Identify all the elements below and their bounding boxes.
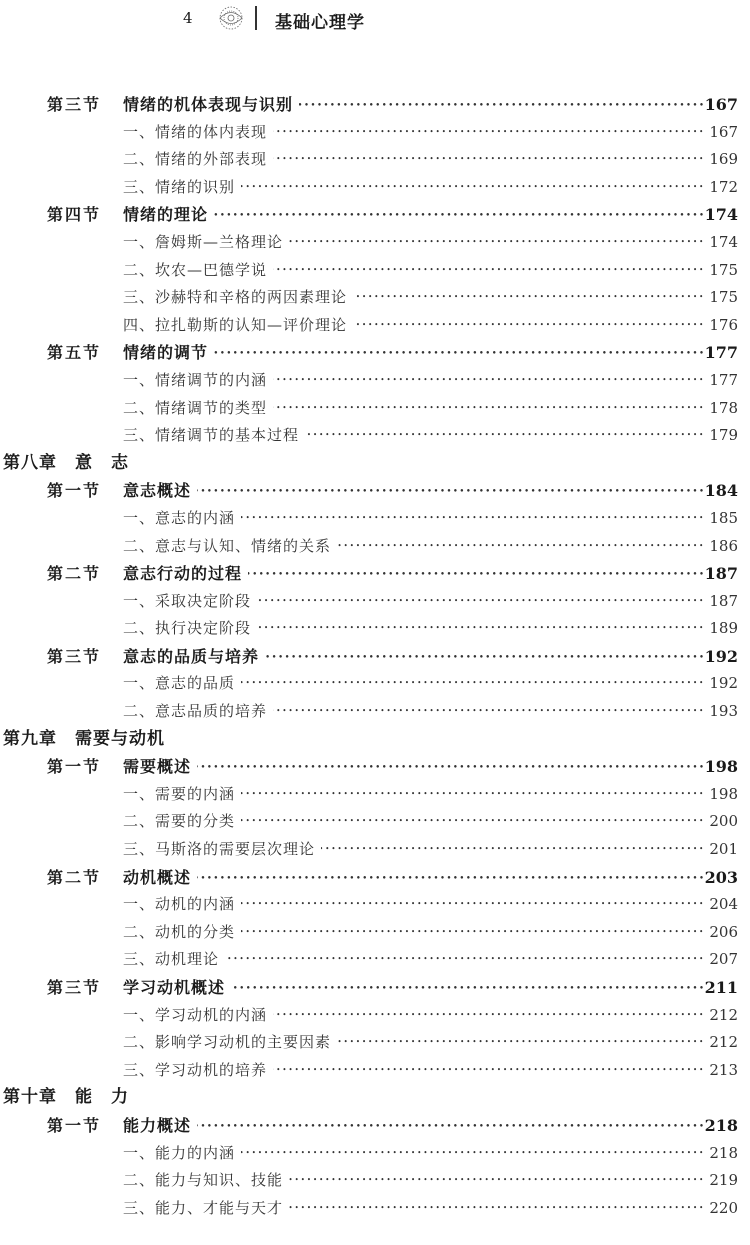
entry-title <box>123 312 703 340</box>
section-label: 第一节 <box>47 481 102 501</box>
table-of-contents <box>0 91 750 1222</box>
page-ref: 192 <box>709 674 738 693</box>
ornament-logo-icon <box>216 3 246 33</box>
page-ref: 193 <box>709 702 738 721</box>
entry-title <box>123 588 703 616</box>
section-label: 第三节 <box>47 978 102 997</box>
entry-title <box>123 257 703 285</box>
toc-item[interactable] <box>0 615 750 643</box>
toc-item[interactable] <box>0 395 750 423</box>
entry-title-text: 第九章 需要与动机 <box>3 729 171 749</box>
entry-title-text: 一、需要的内涵 <box>123 785 241 803</box>
entry-title <box>123 505 703 533</box>
toc-section[interactable] <box>0 477 750 505</box>
page-ref: 192 <box>704 646 738 666</box>
toc-item[interactable] <box>0 946 750 974</box>
section-label: 第三节 <box>47 646 102 666</box>
entry-title <box>123 891 703 919</box>
page-ref: 187 <box>704 564 738 584</box>
toc-chapter[interactable] <box>0 726 750 754</box>
entry-title <box>123 1140 703 1168</box>
page-ref: 218 <box>709 1143 738 1162</box>
section-label: 第二节 <box>47 867 102 887</box>
page-ref: 179 <box>709 426 738 445</box>
toc-chapter[interactable] <box>0 450 750 478</box>
entry-title-text: 意志概述 <box>123 481 197 500</box>
page-ref: 218 <box>704 1115 738 1135</box>
entry-title <box>123 836 703 864</box>
page-ref: 203 <box>704 867 738 887</box>
section-label: 第一节 <box>47 1115 102 1135</box>
toc-item[interactable] <box>0 891 750 919</box>
toc-item[interactable] <box>0 505 750 533</box>
toc-section[interactable] <box>0 91 750 119</box>
toc-item[interactable] <box>0 1195 750 1223</box>
entry-title-text: 三、情绪的识别 <box>123 178 241 196</box>
toc-item[interactable] <box>0 312 750 340</box>
entry-title-text: 二、能力与知识、技能 <box>123 1171 289 1189</box>
page-ref: 198 <box>704 757 738 777</box>
entry-title <box>123 698 703 726</box>
entry-title <box>3 1084 403 1112</box>
page-ref: 207 <box>709 950 738 969</box>
page-ref: 174 <box>704 205 738 225</box>
page-ref: 213 <box>709 1060 738 1079</box>
entry-title <box>123 229 703 257</box>
entry-title-text: 三、学习动机的培养 <box>123 1061 273 1079</box>
toc-item[interactable] <box>0 1140 750 1168</box>
entry-title-text: 一、情绪调节的内涵 <box>123 371 273 389</box>
entry-title-text: 二、意志品质的培养 <box>123 702 273 720</box>
section-label: 第三节 <box>47 95 102 114</box>
page-ref: 175 <box>709 260 738 279</box>
page-ref: 201 <box>709 840 738 859</box>
toc-item[interactable] <box>0 1029 750 1057</box>
entry-title <box>123 1167 703 1195</box>
entry-title-text: 情绪的理论 <box>123 205 214 224</box>
entry-title <box>123 864 703 892</box>
toc-item[interactable] <box>0 698 750 726</box>
entry-title-text: 三、动机理论 <box>123 950 225 968</box>
section-label: 第二节 <box>47 564 102 584</box>
toc-item[interactable] <box>0 1057 750 1085</box>
entry-title <box>3 726 403 754</box>
page-ref: 204 <box>709 895 738 914</box>
page-ref: 200 <box>709 812 738 831</box>
entry-title <box>123 1002 703 1030</box>
toc-item[interactable] <box>0 836 750 864</box>
entry-title-text: 三、沙赫特和辛格的两因素理论 <box>123 288 353 306</box>
page-ref: 220 <box>709 1198 738 1217</box>
entry-title-text: 四、拉扎勒斯的认知—评价理论 <box>123 316 353 334</box>
entry-title-text: 二、坎农—巴德学说 <box>123 261 273 279</box>
toc-section[interactable] <box>0 974 750 1002</box>
page-ref: 189 <box>709 619 738 638</box>
toc-item[interactable] <box>0 174 750 202</box>
entry-title-text: 三、情绪调节的基本过程 <box>123 426 305 444</box>
entry-title-text: 能力概述 <box>123 1116 197 1135</box>
page-ref: 177 <box>709 370 738 389</box>
page-ref: 219 <box>709 1171 738 1190</box>
entry-title-text: 三、能力、才能与天才 <box>123 1199 289 1217</box>
toc-item[interactable] <box>0 229 750 257</box>
page-ref: 175 <box>709 288 738 307</box>
page-ref: 172 <box>709 177 738 196</box>
entry-title-text: 需要概述 <box>123 757 197 776</box>
entry-title <box>123 753 703 781</box>
header-divider <box>255 6 257 30</box>
entry-title <box>123 808 703 836</box>
entry-title <box>123 1112 703 1140</box>
entry-title-text: 学习动机概述 <box>123 978 231 997</box>
page-ref: 186 <box>709 536 738 555</box>
entry-title-text: 一、情绪的体内表现 <box>123 123 273 141</box>
toc-section[interactable] <box>0 643 750 671</box>
page-ref: 212 <box>709 1005 738 1024</box>
entry-title-text: 二、情绪的外部表现 <box>123 150 273 168</box>
toc-item[interactable] <box>0 367 750 395</box>
entry-title-text: 二、动机的分类 <box>123 923 241 941</box>
toc-item[interactable] <box>0 1167 750 1195</box>
page-ref: 212 <box>709 1033 738 1052</box>
toc-section[interactable] <box>0 339 750 367</box>
entry-title-text: 二、情绪调节的类型 <box>123 399 273 417</box>
entry-title-text: 一、学习动机的内涵 <box>123 1006 273 1024</box>
page-ref: 185 <box>709 508 738 527</box>
toc-item[interactable] <box>0 533 750 561</box>
entry-title <box>123 91 703 119</box>
entry-title <box>123 643 703 671</box>
toc-item[interactable] <box>0 919 750 947</box>
entry-title <box>123 395 703 423</box>
entry-title <box>123 533 703 561</box>
entry-title <box>123 339 703 367</box>
entry-title <box>123 1029 703 1057</box>
toc-section[interactable] <box>0 560 750 588</box>
page-ref: 169 <box>709 150 738 169</box>
entry-title <box>123 919 703 947</box>
page-number: 4 <box>183 9 193 27</box>
page-ref: 177 <box>704 343 738 363</box>
toc-item[interactable] <box>0 808 750 836</box>
entry-title <box>123 670 703 698</box>
entry-title-text: 一、采取决定阶段 <box>123 592 257 610</box>
entry-title <box>123 946 703 974</box>
toc-section[interactable] <box>0 201 750 229</box>
page-ref: 184 <box>704 481 738 501</box>
toc-item[interactable] <box>0 146 750 174</box>
entry-title <box>123 119 703 147</box>
entry-title <box>123 1195 703 1223</box>
toc-item[interactable] <box>0 670 750 698</box>
toc-item[interactable] <box>0 1002 750 1030</box>
entry-title-text: 一、意志的内涵 <box>123 509 241 527</box>
entry-title <box>123 560 703 588</box>
entry-title-text: 三、马斯洛的需要层次理论 <box>123 840 321 858</box>
page-header <box>0 0 750 40</box>
toc-section[interactable] <box>0 864 750 892</box>
toc-section[interactable] <box>0 1112 750 1140</box>
toc-item[interactable] <box>0 284 750 312</box>
section-label: 第一节 <box>47 757 102 777</box>
entry-title-text: 情绪的机体表现与识别 <box>123 95 299 114</box>
entry-title <box>123 422 703 450</box>
entry-title-text: 意志的品质与培养 <box>123 647 265 666</box>
section-label: 第五节 <box>47 343 102 363</box>
entry-title <box>123 174 703 202</box>
page-ref: 211 <box>704 978 738 997</box>
entry-title <box>123 477 703 505</box>
page-ref: 187 <box>709 591 738 610</box>
entry-title-text: 一、能力的内涵 <box>123 1144 241 1162</box>
entry-title-text: 二、影响学习动机的主要因素 <box>123 1033 337 1051</box>
book-title: 基础心理学 <box>275 13 365 33</box>
entry-title-text: 二、需要的分类 <box>123 812 241 830</box>
entry-title-text: 一、动机的内涵 <box>123 895 241 913</box>
entry-title-text: 动机概述 <box>123 868 197 887</box>
entry-title <box>123 974 703 1002</box>
entry-title <box>123 284 703 312</box>
toc-section[interactable] <box>0 753 750 781</box>
entry-title <box>123 1057 703 1085</box>
entry-title-text: 情绪的调节 <box>123 343 214 362</box>
entry-title <box>3 450 403 478</box>
page-ref: 198 <box>709 784 738 803</box>
entry-title-text: 第十章 能 力 <box>3 1087 135 1107</box>
entry-title-text: 二、意志与认知、情绪的关系 <box>123 537 337 555</box>
page-ref: 174 <box>709 232 738 251</box>
entry-title <box>123 615 703 643</box>
toc-item[interactable] <box>0 422 750 450</box>
entry-title-text: 一、詹姆斯—兰格理论 <box>123 233 289 251</box>
toc-item[interactable] <box>0 588 750 616</box>
page-ref: 178 <box>709 398 738 417</box>
toc-item[interactable] <box>0 781 750 809</box>
section-label: 第四节 <box>47 205 102 225</box>
page-ref: 167 <box>709 122 738 141</box>
page-ref: 176 <box>709 315 738 334</box>
entry-title <box>123 367 703 395</box>
toc-item[interactable] <box>0 257 750 285</box>
toc-item[interactable] <box>0 119 750 147</box>
page-ref: 206 <box>709 922 738 941</box>
entry-title-text: 二、执行决定阶段 <box>123 619 257 637</box>
page-ref: 167 <box>704 95 738 114</box>
entry-title-text: 第八章 意 志 <box>3 453 135 473</box>
entry-title <box>123 201 703 229</box>
entry-title-text: 一、意志的品质 <box>123 674 241 692</box>
toc-chapter[interactable] <box>0 1084 750 1112</box>
entry-title <box>123 781 703 809</box>
entry-title <box>123 146 703 174</box>
entry-title-text: 意志行动的过程 <box>123 564 248 583</box>
